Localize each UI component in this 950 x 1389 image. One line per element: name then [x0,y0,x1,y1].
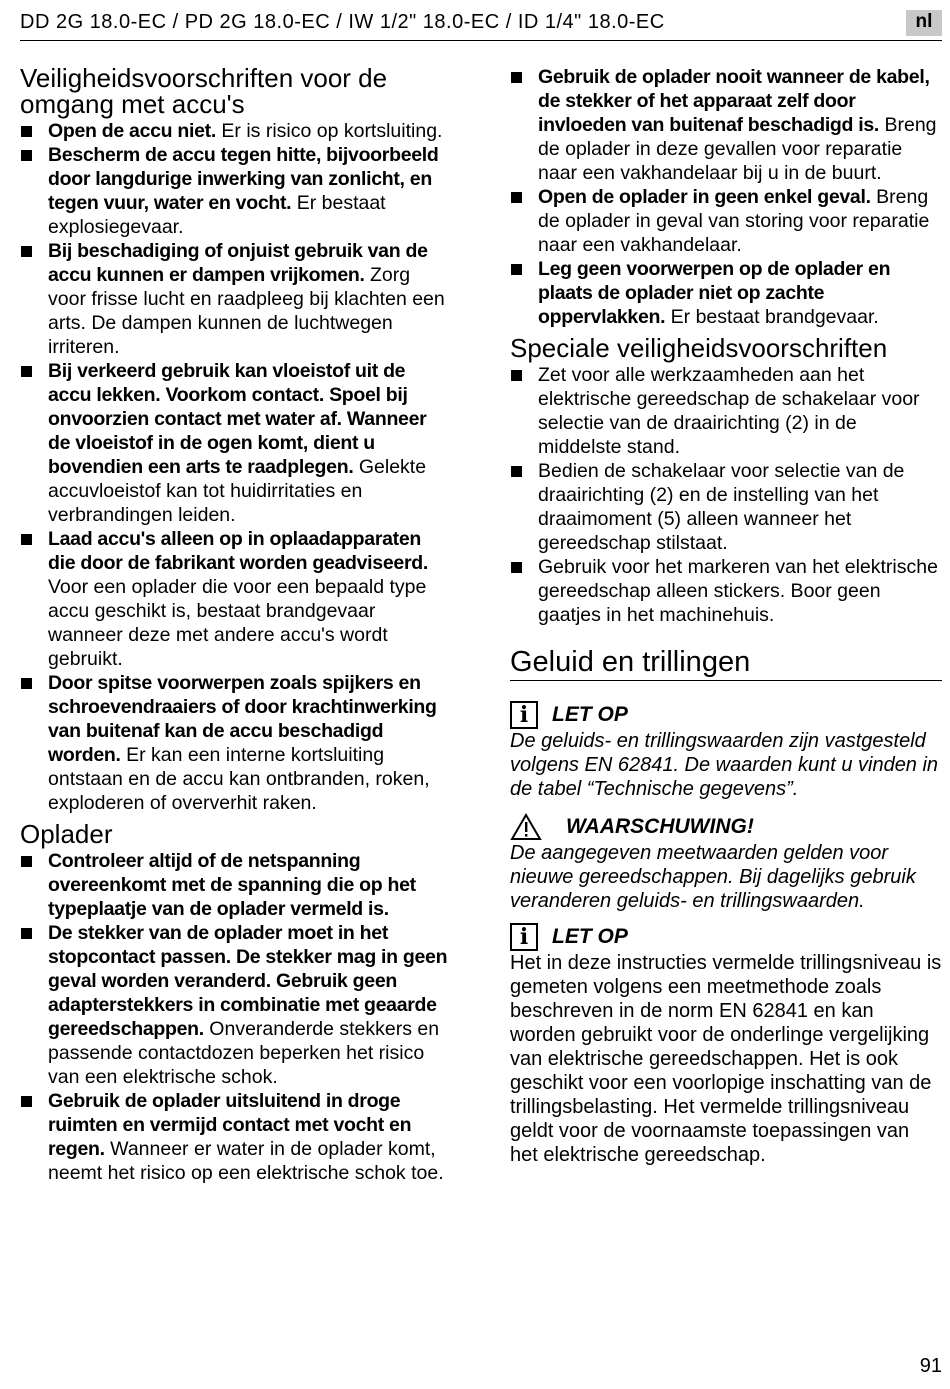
battery-safety-list [20,119,452,815]
section-title-battery-safety: Veiligheidsvoorschriften voor de omgang met accu's [20,63,388,119]
warning-triangle-icon [510,813,542,841]
notice-text: De geluids- en trillingswaarden zijn vastgesteld volgens EN 62841. De waarden kunt u vinden in de tabel “Technische gegevens”. [510,730,939,800]
list-item: Bij verkeerd gebruik kan vloeistof uit de accu lekken. Voorkom contact. Spoel bij onvoorzien contact met water af. Wanneer de vloeistof in de ogen komt, dient u bovendien een arts te raadplegen. Gelekte accuvloeistof kan tot huidirritaties en verbrandingen leiden. [20,359,452,527]
notice-label: LET OP [552,925,628,948]
special-safety-list [510,363,942,627]
document-title: DD 2G 18.0-EC / PD 2G 18.0-EC / IW 1/2" 18.0-EC / ID 1/4" 18.0-EC [20,11,665,33]
list-item: Open de oplader in geen enkel geval. Breng de oplader in geval van storing voor reparatie naar een vakhandelaar. [510,185,942,257]
list-item: Door spitse voorwerpen zoals spijkers en schroevendraaiers of door krachtinwerking van buitenaf kan de accu beschadigd worden. Er kan een interne kortsluiting ontstaan en de accu kan ontbranden, roken, exploderen of oververhit raken. [20,671,452,815]
list-item: Bij beschadiging of onjuist gebruik van de accu kunnen er dampen vrijkomen. Zorg voor frisse lucht en raadpleeg bij klachten een arts. De dampen kunnen de luchtwegen irriteren. [20,239,452,359]
section-title-charger: Oplader [20,819,113,849]
list-item: Laad accu's alleen op in oplaadapparaten die door de fabrikant worden geadviseerd. Voor een oplader die voor een bepaald type accu geschikt is, bestaat brandgevaar wanneer deze met andere accu's wordt gebruikt. [20,527,452,671]
list-item: De stekker van de oplader moet in het stopcontact passen. De stekker mag in geen geval worden veranderd. Gebruik geen adapterstekkers in combinatie met geaarde gereedschappen. Onveranderde stekkers en passende contactdozen beperken het risico van een elektrische schok. [20,921,452,1089]
section-title-special-safety: Speciale veiligheidsvoorschriften [510,333,888,363]
info-icon: i [510,923,538,951]
vibration-info-text: Het in deze instructies vermelde trillingsniveau is gemeten volgens een meetmethode zoals beschreven in de norm EN 62841 en kan worden gebruikt voor de onderlinge vergelijking van elektrische gereedschappen. Het is ook geschikt voor een voorlopige inschatting van de trillingsbelasting. Het vermelde trillingsniveau geldt voor de voornaamste toepassingen van het elektrische gereedschap. [510,952,942,1166]
list-item: Gebruik voor het markeren van het elektrische gereedschap alleen stickers. Boor geen gaatjes in het machinehuis. [510,555,942,627]
charger-list [20,849,452,1185]
charger-list-continued [510,65,942,329]
notice-block [510,701,942,801]
info-icon: i [510,701,538,729]
list-item: Bedien de schakelaar voor selectie van de draairichting (2) en de instelling van het draaimoment (5) alleen wanneer het gereedschap stilstaat. [510,459,942,555]
language-badge: nl [906,10,942,36]
section-title-noise-vibration: Geluid en trillingen [510,647,942,681]
list-item: Controleer altijd of de netspanning overeenkomt met de spanning die op het typeplaatje van de oplader vermeld is. [20,849,452,921]
notice-label: LET OP [552,703,628,726]
warning-label: WAARSCHUWING! [566,815,754,838]
warning-block [510,813,942,913]
list-item: Leg geen voorwerpen op de oplader en plaats de oplader niet op zachte oppervlakken. Er bestaat brandgevaar. [510,257,942,329]
notice-block [510,923,942,1167]
list-item: Bescherm de accu tegen hitte, bijvoorbeeld door langdurige inwerking van zonlicht, en tegen vuur, water en vocht. Er bestaat explosiegevaar. [20,143,452,239]
left-column [20,65,452,1185]
list-item: Open de accu niet. Er is risico op kortsluiting. [20,119,452,143]
list-item: Gebruik de oplader nooit wanneer de kabel, de stekker of het apparaat zelf door invloeden van buitenaf beschadigd is. Breng de oplader in deze gevallen voor reparatie naar een vakhandelaar bij u in de buurt. [510,65,942,185]
notice-heading [510,923,942,951]
list-item: Gebruik de oplader uitsluitend in droge ruimten en vermijd contact met vocht en regen. Wanneer er water in de oplader komt, neemt het risico op een elektrische schok toe. [20,1089,452,1185]
notice-heading [510,701,942,729]
right-column [510,65,942,1167]
page-header [20,10,942,41]
list-item: Zet voor alle werkzaamheden aan het elektrische gereedschap de schakelaar voor selectie van de draairichting (2) in de middelste stand. [510,363,942,459]
warning-text: De aangegeven meetwaarden gelden voor nieuwe gereedschappen. Bij dagelijks gebruik veranderen geluids- en trillingswaarden. [510,842,916,912]
warning-heading [510,813,942,841]
page-number: 91 [919,1355,942,1377]
